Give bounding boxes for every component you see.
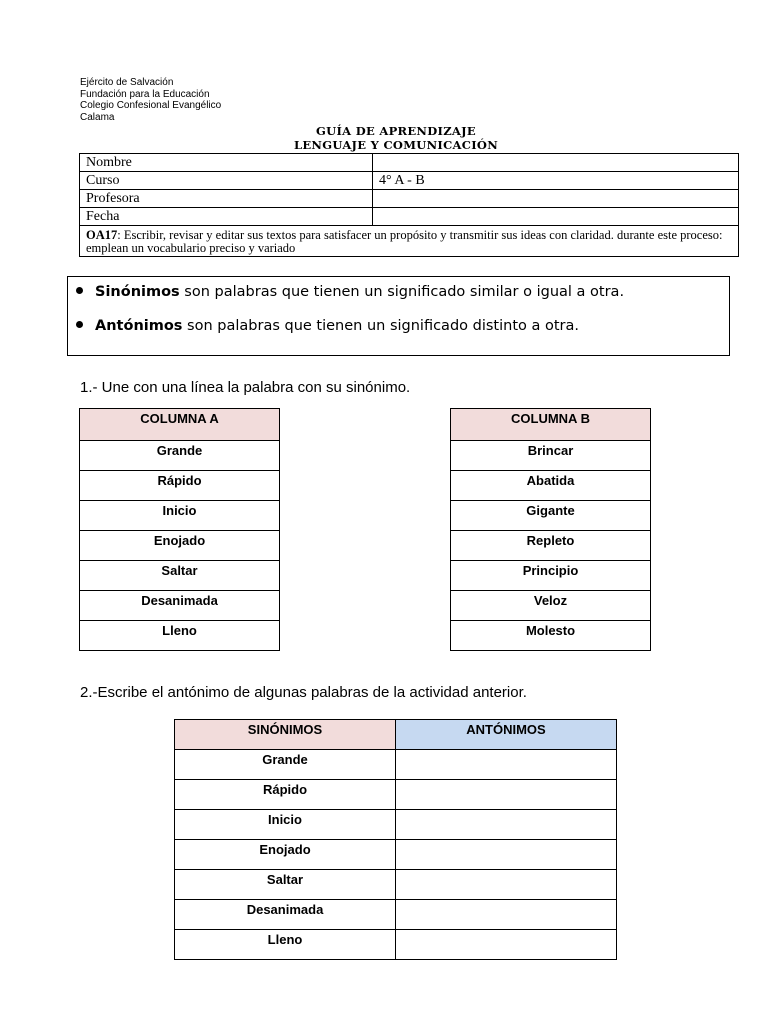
column-b-word[interactable]: Gigante xyxy=(451,501,651,531)
bullet-icon xyxy=(76,287,83,294)
antonym-answer-cell[interactable] xyxy=(396,930,617,960)
column-a-word[interactable]: Lleno xyxy=(80,621,280,651)
column-b-header: COLUMNA B xyxy=(451,409,651,441)
definitions-box xyxy=(67,276,730,356)
column-a-word[interactable]: Grande xyxy=(80,441,280,471)
column-b-word[interactable]: Abatida xyxy=(451,471,651,501)
antonym-table xyxy=(174,719,617,960)
definition-sinonimos xyxy=(76,284,624,300)
nombre-label: Nombre xyxy=(80,154,373,172)
antonym-answer-cell[interactable] xyxy=(396,750,617,780)
synonym-word: Enojado xyxy=(175,840,396,870)
curso-label: Curso xyxy=(80,172,373,190)
definition-antonimos xyxy=(76,318,579,334)
definition-term: Sinónimos xyxy=(95,284,180,300)
antonimos-header: ANTÓNIMOS xyxy=(396,720,617,750)
profesora-label: Profesora xyxy=(80,190,373,208)
antonym-answer-cell[interactable] xyxy=(396,810,617,840)
fecha-label: Fecha xyxy=(80,208,373,226)
column-a-word[interactable]: Inicio xyxy=(80,501,280,531)
profesora-field[interactable] xyxy=(373,190,739,208)
synonym-word: Grande xyxy=(175,750,396,780)
school-line: Fundación para la Educación xyxy=(80,88,210,100)
subject-title: LENGUAJE Y COMUNICACIÓN xyxy=(293,138,499,152)
nombre-field[interactable] xyxy=(373,154,739,172)
oa-code: OA17 xyxy=(86,228,118,242)
column-b-word[interactable]: Principio xyxy=(451,561,651,591)
column-b-word[interactable]: Molesto xyxy=(451,621,651,651)
antonym-answer-cell[interactable] xyxy=(396,840,617,870)
column-a-header: COLUMNA A xyxy=(80,409,280,441)
column-a-word[interactable]: Enojado xyxy=(80,531,280,561)
fecha-field[interactable] xyxy=(373,208,739,226)
column-a-table xyxy=(79,408,280,651)
synonym-word: Desanimada xyxy=(175,900,396,930)
curso-value: 4° A - B xyxy=(373,172,739,190)
synonym-word: Rápido xyxy=(175,780,396,810)
synonym-word: Lleno xyxy=(175,930,396,960)
column-b-word[interactable]: Repleto xyxy=(451,531,651,561)
school-line: Calama xyxy=(80,111,115,123)
sinonimos-header: SINÓNIMOS xyxy=(175,720,396,750)
antonym-answer-cell[interactable] xyxy=(396,780,617,810)
definition-text: son palabras que tienen un significado similar o igual a otra. xyxy=(179,284,625,300)
school-header xyxy=(80,77,221,123)
column-b-word[interactable]: Veloz xyxy=(451,591,651,621)
school-line: Ejército de Salvación xyxy=(80,77,174,88)
column-b-word[interactable]: Brincar xyxy=(451,441,651,471)
synonym-word: Saltar xyxy=(175,870,396,900)
oa-text: : Escribir, revisar y editar sus textos para satisfacer un propósito y transmitir sus ideas con claridad. durante este proceso: emplean un vocabulario preciso y variado xyxy=(86,228,723,255)
synonym-word: Inicio xyxy=(175,810,396,840)
activity1-instruction: 1.- Une con una línea la palabra con su sinónimo. xyxy=(80,379,411,396)
definition-term: Antónimos xyxy=(95,318,183,334)
student-info-table xyxy=(79,153,739,257)
learning-objective xyxy=(80,226,739,257)
column-a-word[interactable]: Saltar xyxy=(80,561,280,591)
column-b-table xyxy=(450,408,651,651)
antonym-answer-cell[interactable] xyxy=(396,900,617,930)
guide-title: GUÍA DE APRENDIZAJE xyxy=(316,124,476,138)
school-line: Colegio Confesional Evangélico xyxy=(80,100,222,111)
antonym-answer-cell[interactable] xyxy=(396,870,617,900)
activity2-instruction: 2.-Escribe el antónimo de algunas palabras de la actividad anterior. xyxy=(80,684,527,701)
bullet-icon xyxy=(76,321,83,328)
definition-text: son palabras que tienen un significado distinto a otra. xyxy=(182,318,579,334)
column-a-word[interactable]: Rápido xyxy=(80,471,280,501)
column-a-word[interactable]: Desanimada xyxy=(80,591,280,621)
